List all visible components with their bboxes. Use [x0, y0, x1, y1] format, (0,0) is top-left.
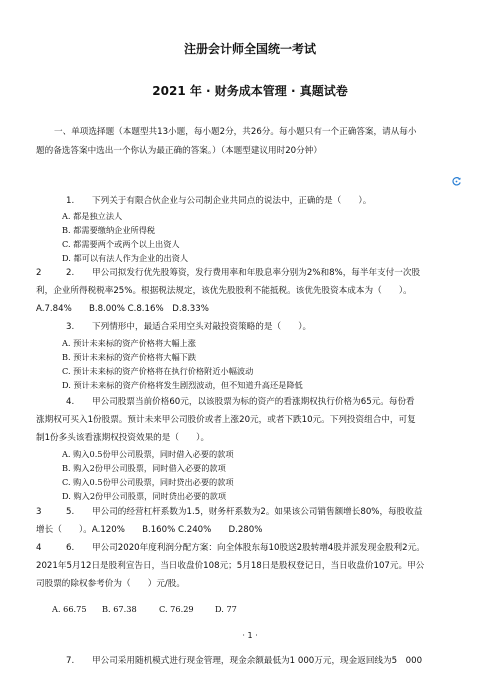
question-3-stem: 下列情形中，最适合采用空头对敲投资策略的是（ ）。 [92, 322, 312, 332]
question-6-option-b[interactable]: B. 67.38 [102, 604, 137, 614]
question-1-option-c[interactable]: C. 都需要两个或两个以上出资人 [62, 239, 180, 249]
question-7-number: 7. [66, 656, 75, 666]
question-3-number: 3. [66, 322, 75, 332]
page-number: · 1 · [242, 631, 258, 640]
question-4-stem-line1: 甲公司股票当前价格60元，以该股票为标的资产的看涨期权执行价格为65元。每份看 [92, 397, 415, 407]
question-1-option-a[interactable]: A. 都是独立法人 [62, 211, 123, 221]
question-6-stem-line2: 2021年5月12日是股利宣告日，当日收盘价108元；5月18日是股权登记日，当日收盘价107元。甲公 [36, 561, 425, 571]
question-6-option-d[interactable]: D. 77 [215, 604, 237, 614]
question-1-stem: 下列关于有限合伙企业与公司制企业共同点的说法中，正确的是（ ）。 [92, 196, 372, 206]
question-4-option-d[interactable]: D. 购入2份甲公司股票，同时贷出必要的款项 [62, 491, 227, 501]
question-4-option-c[interactable]: C. 购入0.5份甲公司股票，同时贷出必要的款项 [62, 477, 234, 487]
question-6-index: 4 [36, 543, 42, 553]
question-3-option-a[interactable]: A. 预计未来标的资产价格将大幅上涨 [62, 338, 196, 348]
question-4-option-a[interactable]: A. 购入0.5份甲公司股票，同时借入必要的款项 [62, 449, 234, 459]
exam-title: 注册会计师全国统一考试 [183, 42, 316, 56]
question-4-option-b[interactable]: B. 购入2份甲公司股票，同时借入必要的款项 [62, 463, 226, 473]
question-2-options[interactable]: A.7.84% B.8.00% C.8.16% D.8.33% [36, 304, 209, 314]
question-6-stem-line1: 甲公司2020年度利润分配方案：向全体股东每10股送2股转增4股并派发现金股利2元。 [92, 543, 425, 553]
paper-title: 2021 年 · 财务成本管理 · 真题试卷 [152, 84, 348, 98]
question-5-stem-line2[interactable]: 增长（ ）。A.120% B.160% C.240% D.280% [36, 525, 263, 535]
section-heading-line1: 一、单项选择题（本题型共13小题，每小题2分，共26分。每小题只有一个正确答案，请从每小 [54, 127, 417, 137]
question-3-option-d[interactable]: D. 预计未来标的资产价格将发生剧烈波动，但不知道升高还是降低 [62, 380, 303, 390]
question-6-option-a[interactable]: A. 66.75 [52, 604, 87, 614]
question-5-number: 5. [66, 507, 75, 517]
question-1-number: 1. [66, 196, 75, 206]
question-4-number: 4. [66, 397, 75, 407]
question-6-stem-line3: 司股票的除权参考价为（ ）元/股。 [36, 579, 185, 589]
question-3-option-c[interactable]: C. 预计未来标的资产价格将在执行价格附近小幅波动 [62, 366, 254, 376]
question-1-option-d[interactable]: D. 都可以有法人作为企业的出资人 [62, 253, 189, 263]
refresh-icon[interactable] [451, 176, 462, 187]
question-4-stem-line3: 制1份多头该看涨期权投资效果的是（ ）。 [36, 433, 210, 443]
question-6-number: 6. [66, 543, 75, 553]
question-6-option-c[interactable]: C. 76.29 [159, 604, 194, 614]
question-5-stem-line1: 甲公司的经营杠杆系数为1.5，财务杆系数为2。如果该公司销售额增长80%，每股收益 [92, 507, 423, 517]
question-5-index: 3 [36, 507, 42, 517]
question-7-stem: 甲公司采用随机模式进行现金管理，现金余额最低为1 000万元，现金返回线为5 000 [92, 656, 423, 666]
question-2-index: 2 [36, 268, 42, 278]
question-2-stem-line2: 利，企业所得税税率25%。根据税法规定，该优先股股利不能抵税。该优先股资本成本为（ ）。 [36, 286, 412, 296]
question-3-option-b[interactable]: B. 预计未来标的资产价格将大幅下跌 [62, 352, 197, 362]
question-1-option-b[interactable]: B. 都需要缴纳企业所得税 [62, 225, 156, 235]
question-4-stem-line2: 涨期权可买入1份股票。预计未来甲公司股价或者上涨20元，或者下跌10元。下列投资组合中，可复 [36, 415, 416, 425]
section-heading-line2: 题的备选答案中选出一个你认为最正确的答案。）（本题型建议用时20分钟） [36, 146, 322, 156]
question-2-stem-line1: 甲公司拟发行优先股筹资，发行费用率和年股息率分别为2%和8%，每半年支付一次股 [92, 268, 421, 278]
question-2-number: 2. [66, 268, 75, 278]
